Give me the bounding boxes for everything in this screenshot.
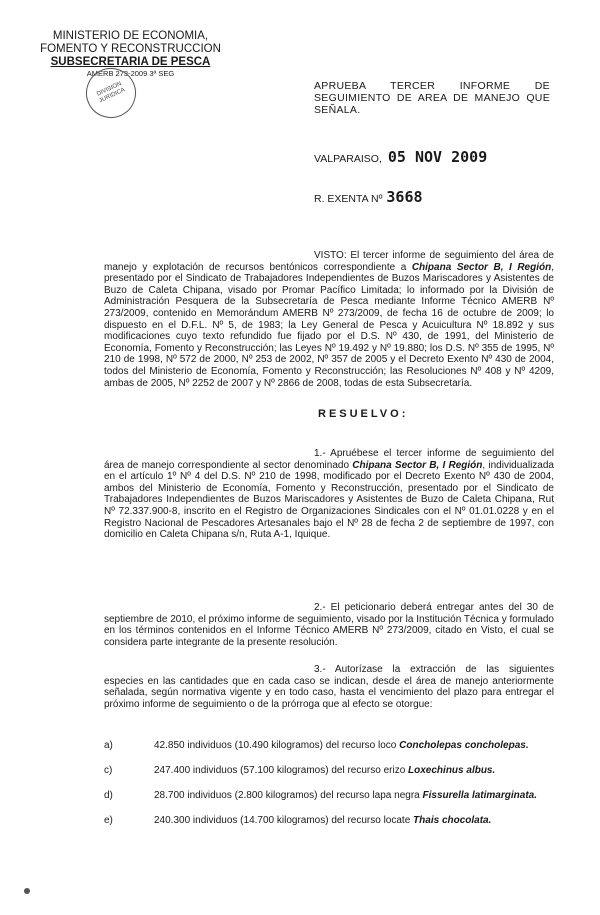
paragraph-2 xyxy=(104,602,554,648)
resolution-number-line xyxy=(314,188,423,206)
item-text: 42.850 individuos (10.490 kilogramos) del recurso loco xyxy=(154,740,397,751)
item-species: Concholepas concholepas. xyxy=(399,740,529,751)
species-item xyxy=(104,740,554,752)
date-stamp: 05 NOV 2009 xyxy=(387,148,488,166)
visto-text-a: El tercer informe de seguimiento del área de manejo y explotación de recursos bentónicos correspondiente a xyxy=(104,250,554,273)
ministry-line-1: MINISTERIO DE ECONOMIA, xyxy=(52,30,209,42)
item-label: d) xyxy=(104,790,113,801)
item-species: Thais chocolata. xyxy=(413,815,492,826)
visto-paragraph xyxy=(104,250,554,389)
item-species: Fissurella latimarginata. xyxy=(422,790,537,801)
item-text: 247.400 individuos (57.100 kilogramos) del recurso erizo xyxy=(154,765,406,776)
visto-lead: VISTO: xyxy=(314,250,347,261)
item-label: c) xyxy=(104,765,113,776)
resolution-label: R. EXENTA Nº xyxy=(314,193,383,205)
item-text: 28.700 individuos (2.800 kilogramos) del recurso lapa negra xyxy=(154,790,420,801)
p1-text-b: , individualizada en el artículo 1º Nº 4 del D.S. Nº 210 de 1998, modificado por el Decreto Exento Nº 430 de 2004, ambos del Ministerio de Economía, Fomento y Reconstrucción, presentado por el Sindicato de Trabajadores Independientes de Buzos Mariscadores y Asistentes de Buzo de Caleta Chipana, Rut Nº 72.337.900-8, inscrito en el Registro de Organizaciones Sindicales con el Nº 01.01.0228 y en el Registro Nacional de Pescadores Artesanales bajo el Nº 28 de fecha 2 de septiembre de 1997, con domicilio en Caleta Chipana s/n, Ruta A-1, Iquique. xyxy=(104,459,554,541)
visto-sector: Chipana Sector B, I Región xyxy=(411,261,552,273)
species-item xyxy=(104,790,554,802)
item-label: e) xyxy=(104,815,113,826)
subsecretaria-line: SUBSECRETARIA DE PESCA xyxy=(50,56,211,68)
species-item xyxy=(104,765,554,777)
ministry-line-2: FOMENTO Y RECONSTRUCCION xyxy=(40,43,221,55)
letterhead xyxy=(38,30,223,78)
p1-text-a: 1.- Apruébese el tercer informe de seguimiento del área de manejo correspondiente al sector denominado xyxy=(104,448,554,471)
p1-sector: Chipana Sector B, I Región xyxy=(352,459,483,471)
visto-text-b: , presentado por el Sindicato de Trabajadores Independientes de Buzos Mariscadores y Asistentes de Buzo de Caleta Chipana, visado por Promar Pacífico Limitada; lo informado por la División de Administración Pesquera de la Subsecretaría de Pesca mediante Informe Técnico AMERB Nº 273/2009, contenido en Memorándum AMERB Nº 273/2009, de fecha 16 de octubre de 2009; lo dispuesto en el D.F.L. Nº 5, de 1983; la Ley General de Pesca y Acuicultura Nº 18.892 y sus modificaciones cuyo texto refundido fue fijado por el D.S. Nº 430, de 1991, del Ministerio de Economía, Fomento y Reconstrucción; las Leyes Nº 19.492 y Nº 19.880; los D.S. Nº 355 de 1995, Nº 210 de 1998, Nº 572 de 2000, Nº 253 de 2002, Nº 357 de 2005 y el Decreto Exento Nº 430 de 2004, todos del Ministerio de Economía, Fomento y Reconstrucción; las Resoluciones Nº 408 y Nº 4209, ambas de 2005, Nº 2252 de 2007 y Nº 2866 de 2008, todas de esta Subsecretaría. xyxy=(104,261,555,389)
paragraph-3 xyxy=(104,664,554,710)
resolution-summary: APRUEBA TERCER INFORME DE SEGUIMIENTO DE AREA DE MANEJO QUE SEÑALA. xyxy=(314,80,550,116)
reference-code: AMERB 273-2009 3ª SEG xyxy=(86,69,175,78)
p3-text: 3.- Autorízase la extracción de las siguientes especies en las cantidades que en cada caso se indican, desde el área de manejo anteriormente señalada, según normativa vigente y en todo caso, hasta el vencimiento del plazo para entregar el próximo informe de seguimiento o de la prórroga que al efecto se otorgue: xyxy=(104,664,554,710)
margin-mark xyxy=(24,888,30,894)
resuelvo-heading: RESUELVO: xyxy=(318,408,409,420)
item-label: a) xyxy=(104,740,113,751)
item-species: Loxechinus albus. xyxy=(408,765,496,776)
p2-text: 2.- El peticionario deberá entregar antes del 30 de septiembre de 2010, el próximo informe de seguimiento, visado por la Institución Técnica y formulado en los términos contenidos en el Informe Técnico AMERB Nº 273/2009, citado en Visto, el cual se considera parte integrante de la presente resolución. xyxy=(104,602,554,648)
date-city: VALPARAISO, xyxy=(314,153,382,165)
stamp-text: DIVISION JURIDICA xyxy=(96,81,127,105)
item-text: 240.300 individuos (14.700 kilogramos) del recurso locate xyxy=(154,815,411,826)
resolution-number: 3668 xyxy=(386,188,423,206)
date-line xyxy=(314,148,487,166)
paragraph-1 xyxy=(104,448,554,541)
species-item xyxy=(104,815,554,827)
